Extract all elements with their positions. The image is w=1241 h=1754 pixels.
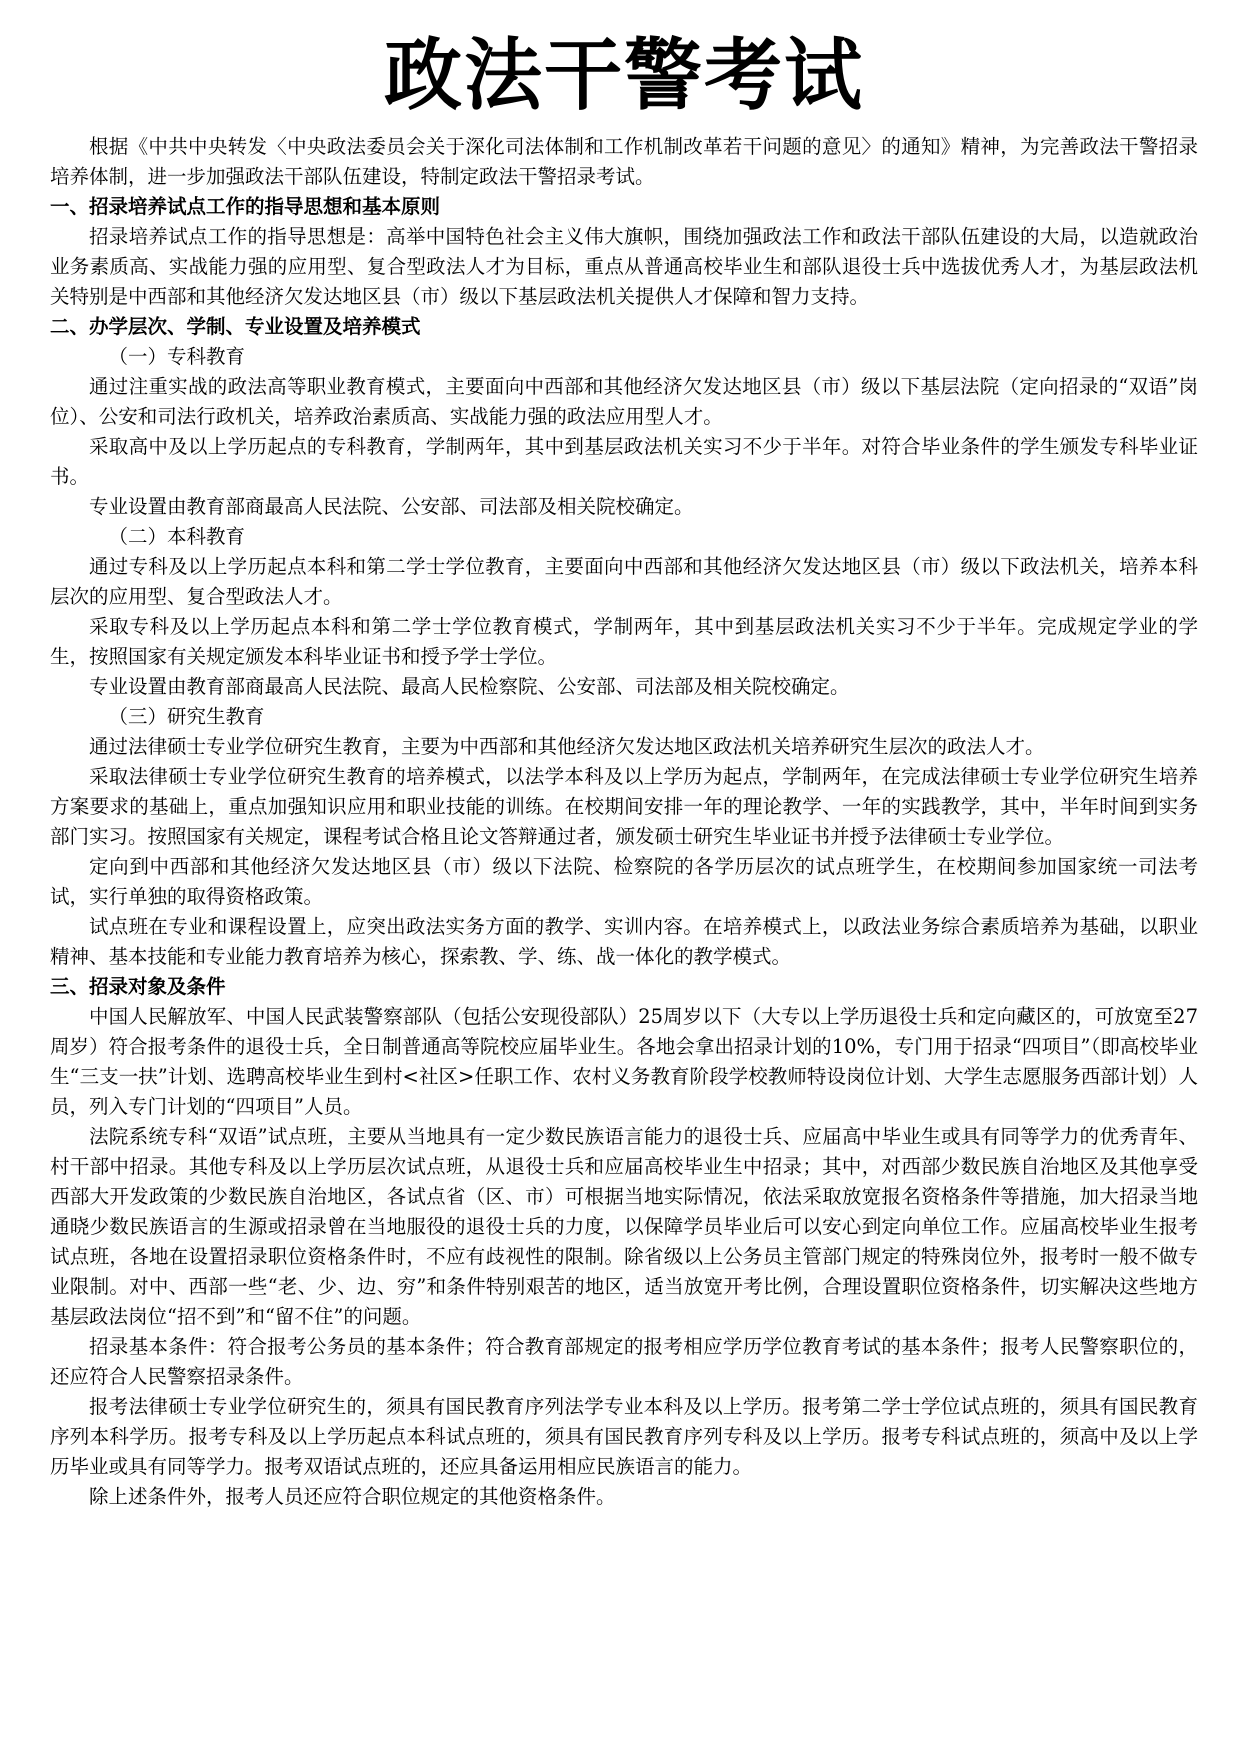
eligibility-paragraph-3: 招录基本条件：符合报考公务员的基本条件；符合教育部规定的报考相应学历学位教育考试的基本条件；报考人民警察职位的，还应符合人民警察招录条件。: [50, 1335, 1198, 1388]
section-heading-3: 三、招录对象及条件: [50, 975, 226, 998]
pilot-paragraph: 试点班在专业和课程设置上，应突出政法实务方面的教学、实训内容。在培养模式上，以政法业务综合素质培养为基础，以职业精神、基本技能和专业能力教育培养为核心，探索教、学、练、战一体化的教学模式。: [50, 915, 1198, 968]
section-heading-1: 一、招录培养试点工作的指导思想和基本原则: [50, 195, 441, 218]
specialist-paragraph-3: 专业设置由教育部商最高人民法院、公安部、司法部及相关院校确定。: [89, 495, 694, 518]
document-title: 政法干警考试: [383, 31, 864, 121]
subheading-specialist: （一）专科教育: [108, 345, 246, 368]
specialist-paragraph-1: 通过注重实战的政法高等职业教育模式，主要面向中西部和其他经济欠发达地区县（市）级以下基层法院（定向招录的“双语”岗位）、公安和司法行政机关，培养政治素质高、实战能力强的政法应用型人才。: [50, 375, 1198, 428]
specialist-paragraph-2: 采取高中及以上学历起点的专科教育，学制两年，其中到基层政法机关实习不少于半年。对符合毕业条件的学生颁发专科毕业证书。: [50, 435, 1198, 488]
eligibility-paragraph-2: 法院系统专科“双语”试点班，主要从当地具有一定少数民族语言能力的退役士兵、应届高中毕业生或具有同等学力的优秀青年、村干部中招录。其他专科及以上学历层次试点班，从退役士兵和应届高校毕业生中招录；其中，对西部少数民族自治地区及其他享受西部大开发政策的少数民族自治地区，各试点省（区、市）可根据当地实际情况，依法采取放宽报名资格条件等措施，加大招录当地通晓少数民族语言的生源或招录曾在当地服役的退役士兵的力度，以保障学员毕业后可以安心到定向单位工作。应届高校毕业生报考试点班，各地在设置招录职位资格条件时，不应有歧视性的限制。除省级以上公务员主管部门规定的特殊岗位外，报考时一般不做专业限制。对中、西部一些“老、少、边、穷”和条件特别艰苦的地区，适当放宽开考比例，合理设置职位资格条件，切实解决这些地方基层政法岗位“招不到”和“留不住”的问题。: [50, 1125, 1198, 1328]
graduate-paragraph-2: 采取法律硕士专业学位研究生教育的培养模式，以法学本科及以上学历为起点，学制两年，在完成法律硕士专业学位研究生培养方案要求的基础上，重点加强知识应用和职业技能的训练。在校期间安排一年的理论教学、一年的实践教学，其中，半年时间到实务部门实习。按照国家有关规定，课程考试合格且论文答辩通过者，颁发硕士研究生毕业证书并授予法律硕士专业学位。: [50, 765, 1198, 848]
subheading-graduate: （三）研究生教育: [108, 705, 265, 728]
section-heading-2: 二、办学层次、学制、专业设置及培养模式: [50, 315, 421, 338]
graduate-paragraph-1: 通过法律硕士专业学位研究生教育，主要为中西部和其他经济欠发达地区政法机关培养研究生层次的政法人才。: [89, 735, 1045, 758]
section1-paragraph: 招录培养试点工作的指导思想是：高举中国特色社会主义伟大旗帜，围绕加强政法工作和政法干部队伍建设的大局，以造就政治业务素质高、实战能力强的应用型、复合型政法人才为目标，重点从普通高校毕业生和部队退役士兵中选拔优秀人才，为基层政法机关特别是中西部和其他经济欠发达地区县（市）级以下基层政法机关提供人才保障和智力支持。: [50, 225, 1198, 308]
undergraduate-paragraph-3: 专业设置由教育部商最高人民法院、最高人民检察院、公安部、司法部及相关院校确定。: [89, 675, 850, 698]
eligibility-paragraph-5: 除上述条件外，报考人员还应符合职位规定的其他资格条件。: [89, 1485, 616, 1508]
directed-paragraph: 定向到中西部和其他经济欠发达地区县（市）级以下法院、检察院的各学历层次的试点班学生，在校期间参加国家统一司法考试，实行单独的取得资格政策。: [50, 855, 1198, 908]
intro-paragraph: 根据《中共中央转发〈中央政法委员会关于深化司法体制和工作机制改革若干问题的意见〉的通知》精神，为完善政法干警招录培养体制，进一步加强政法干部队伍建设，特制定政法干警招录考试。: [50, 135, 1198, 188]
undergraduate-paragraph-1: 通过专科及以上学历起点本科和第二学士学位教育，主要面向中西部和其他经济欠发达地区县（市）级以下政法机关，培养本科层次的应用型、复合型政法人才。: [50, 555, 1198, 608]
eligibility-paragraph-1: 中国人民解放军、中国人民武装警察部队（包括公安现役部队）25周岁以下（大专以上学历退役士兵和定向藏区的，可放宽至27周岁）符合报考条件的退役士兵，全日制普通高等院校应届毕业生。各地会拿出招录计划的10%，专门用于招录“四项目”（即高校毕业生“三支一扶”计划、选聘高校毕业生到村<社区>任职工作、农村义务教育阶段学校教师特设岗位计划、大学生志愿服务西部计划）人员，列入专门计划的“四项目”人员。: [50, 1005, 1198, 1118]
subheading-undergraduate: （二）本科教育: [108, 525, 246, 548]
undergraduate-paragraph-2: 采取专科及以上学历起点本科和第二学士学位教育模式，学制两年，其中到基层政法机关实习不少于半年。完成规定学业的学生，按照国家有关规定颁发本科毕业证书和授予学士学位。: [50, 615, 1198, 668]
eligibility-paragraph-4: 报考法律硕士专业学位研究生的，须具有国民教育序列法学专业本科及以上学历。报考第二学士学位试点班的，须具有国民教育序列本科学历。报考专科及以上学历起点本科试点班的，须具有国民教育序列专科及以上学历。报考专科试点班的，须高中及以上学历毕业或具有同等学力。报考双语试点班的，还应具备运用相应民族语言的能力。: [50, 1395, 1198, 1478]
document-page: [50, 28, 1198, 1512]
